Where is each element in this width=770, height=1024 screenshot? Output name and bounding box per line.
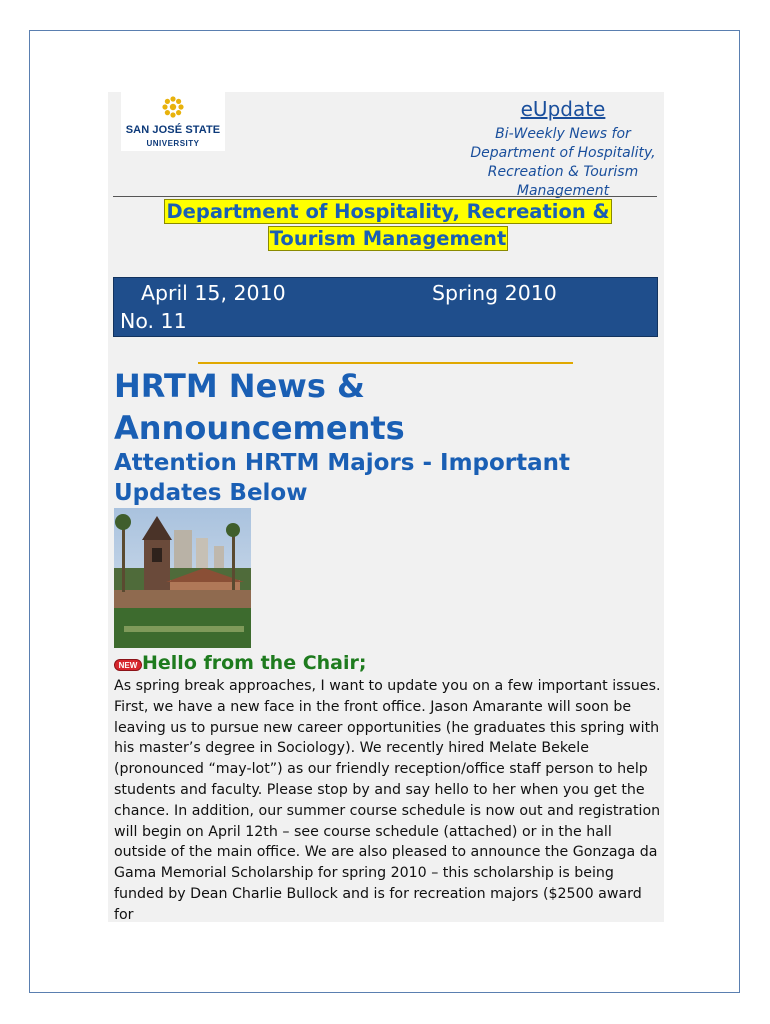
sjsu-emblem-icon	[161, 95, 185, 119]
issue-date: April 15, 2010	[141, 281, 286, 305]
hello-heading: Hello from the Chair;	[142, 652, 367, 674]
campus-tower-photo	[114, 508, 251, 648]
eupdate-subtitle: Bi-Weekly News for Department of Hospitality, Recreation & Tourism Management	[470, 126, 656, 199]
issue-date-bar	[113, 277, 658, 337]
new-badge-icon: NEW	[114, 659, 142, 671]
sjsu-logo	[121, 92, 225, 151]
chair-message-body: As spring break approaches, I want to update you on a few important issues. First, we have a new face in the front office. Jason Amarante will soon be leaving us to pursue new career opportunities (he graduates this spring with his master’s degree in Sociology). We recently hired Melate Bekele (pronounced “may-lot”) as our friendly reception/office staff person to help students and faculty. Please stop by and say hello to her when you get the chance. In addition, our summer course schedule is now out and registration will begin on April 12th – see course schedule (attached) or in the hall outside of the main office. We are also pleased to announce the Gonzaga da Gama Memorial Scholarship for spring 2010 – this scholarship is being funded by Dean Charlie Bullock and is for recreation majors ($2500 award for	[114, 678, 661, 923]
header-divider	[113, 196, 657, 197]
attention-heading: Attention HRTM Majors - Important Updates Below	[114, 450, 571, 506]
issue-term: Spring 2010	[432, 281, 557, 305]
department-heading	[128, 198, 648, 252]
gold-divider	[198, 362, 573, 364]
issue-number: No. 11	[120, 309, 187, 333]
logo-name: SAN JOSÉ STATE	[125, 124, 221, 136]
department-heading-line2: Tourism Management	[269, 227, 507, 250]
eupdate-title-link[interactable]: eUpdate	[520, 97, 606, 121]
department-heading-line1: Department of Hospitality, Recreation &	[166, 200, 610, 223]
newsletter-content	[108, 92, 664, 922]
logo-sub: UNIVERSITY	[146, 139, 200, 148]
news-title: HRTM News & Announcements	[114, 367, 405, 447]
